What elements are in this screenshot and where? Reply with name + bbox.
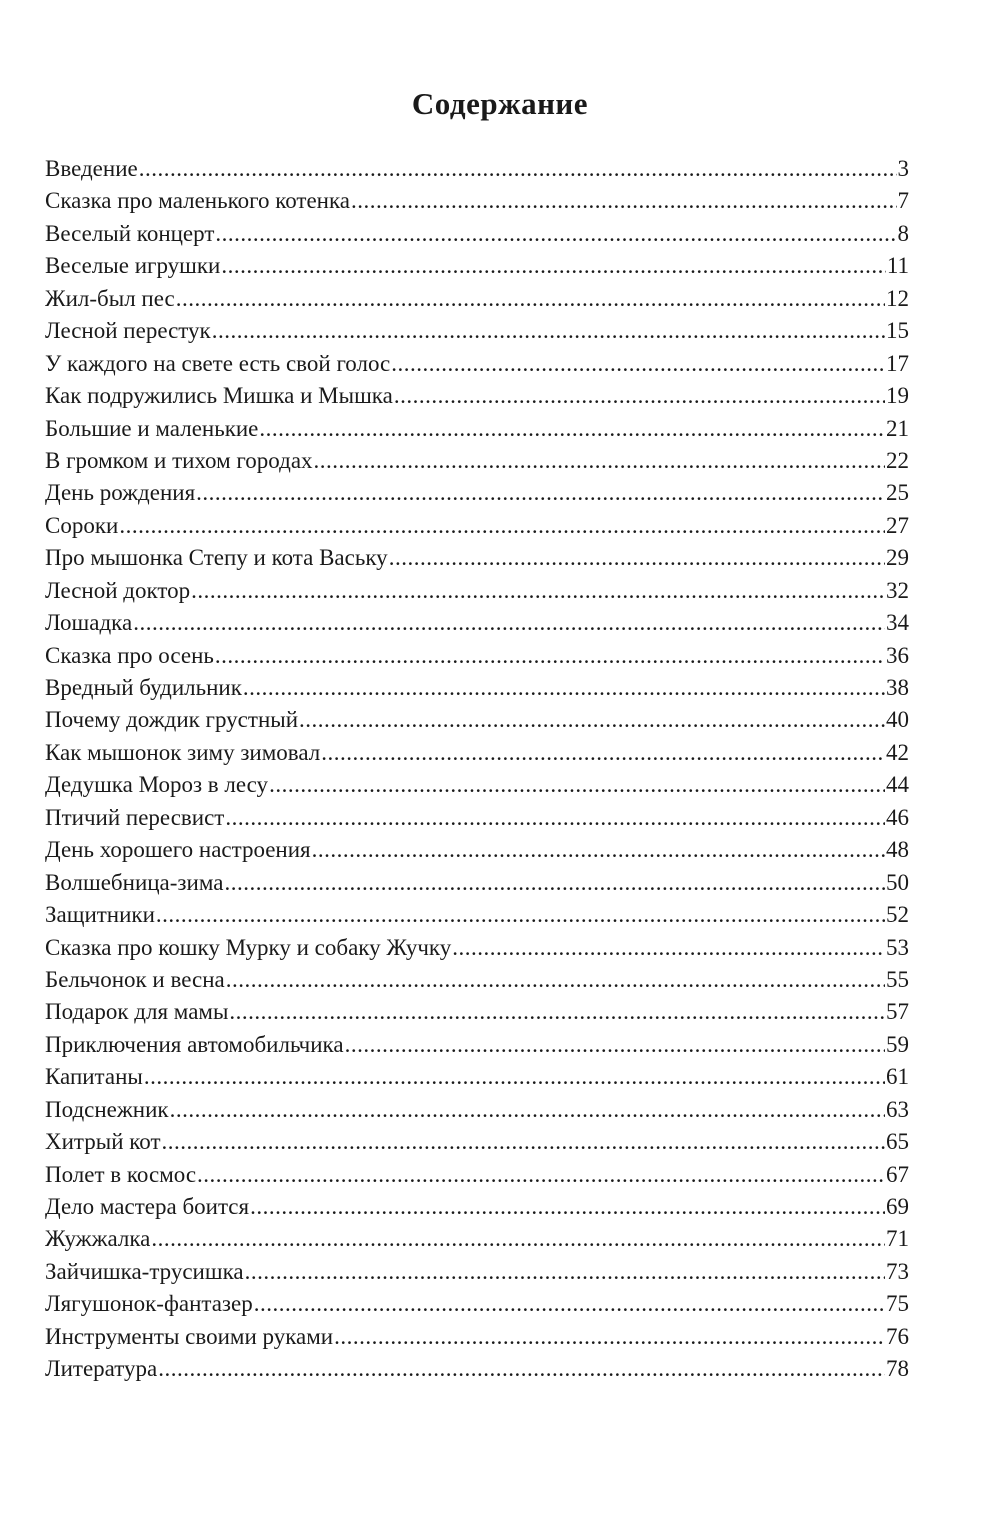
toc-entry-title: Сказка про кошку Мурку и собаку Жучку: [45, 934, 452, 960]
toc-entry: [45, 315, 909, 347]
toc-entry-title: Введение: [45, 156, 138, 181]
toc-entry-page-number: 55: [886, 966, 909, 992]
toc-entry-page-number: 67: [886, 1161, 909, 1187]
toc-entry-page-number: 21: [886, 415, 909, 441]
toc-entry: [45, 542, 909, 574]
toc-entry: [45, 250, 909, 282]
toc-entry-page-number: 63: [886, 1096, 909, 1122]
toc-leader-dots: [156, 899, 885, 931]
toc-leader-dots: [389, 542, 885, 574]
toc-entry-page-number: 50: [886, 869, 909, 895]
toc-entry: [45, 1223, 909, 1255]
toc-entry-title: Приключения автомобильчика: [45, 1031, 344, 1057]
toc-entry-title: Подарок для мамы: [45, 999, 229, 1025]
toc-entry-title: День хорошего настроения: [45, 837, 311, 863]
toc-entry: [45, 1288, 909, 1320]
toc-leader-dots: [321, 737, 885, 769]
toc-entry: [45, 769, 909, 801]
toc-leader-dots: [334, 1321, 885, 1353]
toc-entry-title: Зайчишка-трусишка: [45, 1258, 244, 1284]
toc-leader-dots: [176, 283, 885, 315]
toc-entry-page-number: 25: [886, 480, 909, 506]
toc-entry-title: Дедушка Мороз в лесу: [45, 772, 269, 798]
toc-entry-page-number: 36: [886, 642, 909, 668]
toc-entry: [45, 477, 909, 509]
toc-entry-page-number: 44: [886, 772, 909, 798]
toc-entry-title: Веселые игрушки: [45, 253, 221, 279]
toc-entry-page-number: 73: [886, 1258, 909, 1284]
toc-entry: [45, 1353, 909, 1385]
toc-leader-dots: [215, 218, 896, 250]
toc-entry-page-number: 71: [886, 1226, 909, 1252]
toc-leader-dots: [151, 1223, 885, 1255]
toc-entry-page-number: 15: [886, 318, 909, 344]
toc-entry-title: Хитрый кот: [45, 1129, 161, 1155]
toc-entry-page-number: 38: [886, 675, 909, 700]
toc-leader-dots: [215, 640, 885, 672]
toc-entry-title: Птичий пересвист: [45, 804, 225, 830]
toc-leader-dots: [452, 932, 885, 964]
toc-entry-page-number: 59: [886, 1031, 909, 1057]
toc-leader-dots: [299, 704, 885, 736]
toc-entry: [45, 1159, 909, 1191]
toc-entry: [45, 802, 909, 834]
toc-entry-page-number: 17: [886, 350, 909, 376]
toc-leader-dots: [144, 1061, 885, 1093]
toc-entry: [45, 218, 909, 250]
toc-entry: [45, 445, 909, 477]
toc-entry-page-number: 7: [897, 188, 909, 214]
toc-entry: [45, 413, 909, 445]
toc-entry-page-number: 32: [886, 577, 909, 603]
toc-entry-title: Сороки: [45, 512, 119, 538]
toc-entry-title: Жужжалка: [45, 1226, 151, 1252]
toc-entry-page-number: 42: [886, 739, 909, 765]
toc-entry: [45, 996, 909, 1028]
toc-entry-title: Про мышонка Степу и кота Ваську: [45, 545, 388, 571]
toc-leader-dots: [119, 510, 885, 542]
toc-leader-dots: [245, 1256, 885, 1288]
toc-entry-title: Как мышонок зиму зимовал: [45, 739, 321, 765]
toc-entry-title: Волшебница-зима: [45, 869, 224, 895]
toc-entry: [45, 899, 909, 931]
toc-entry-page-number: 22: [886, 447, 909, 473]
toc-entry-title: Капитаны: [45, 1064, 143, 1090]
page-title: Содержание: [411, 86, 589, 121]
toc-entry-title: Лесной перестук: [45, 318, 211, 344]
toc-leader-dots: [162, 1126, 885, 1158]
toc-entry: [45, 510, 909, 542]
toc-entry: [45, 1256, 909, 1288]
toc-entry: [45, 348, 909, 380]
toc-entry-page-number: 19: [886, 383, 909, 409]
toc-leader-dots: [225, 802, 885, 834]
toc-leader-dots: [212, 315, 885, 347]
toc-entry-title: Дело мастера боится: [45, 1194, 250, 1219]
toc-entry: [45, 575, 909, 607]
toc-entry-page-number: 75: [886, 1291, 909, 1317]
toc-entry: [45, 964, 909, 996]
toc-entry-page-number: 8: [897, 220, 909, 246]
toc-entry-title: Бельчонок и весна: [45, 966, 225, 992]
toc-entry-title: Полет в космос: [45, 1161, 197, 1187]
toc-entry: [45, 737, 909, 769]
toc-leader-dots: [158, 1353, 885, 1385]
toc-leader-dots: [250, 1191, 885, 1223]
toc-leader-dots: [312, 834, 885, 866]
toc-entry-page-number: 40: [886, 707, 909, 733]
toc-leader-dots: [226, 964, 885, 996]
toc-leader-dots: [197, 1159, 885, 1191]
toc-entry-page-number: 61: [886, 1064, 909, 1090]
toc-entry: [45, 153, 909, 185]
toc-leader-dots: [345, 1029, 885, 1061]
toc-entry: [45, 1191, 909, 1223]
toc-leader-dots: [170, 1094, 885, 1126]
toc-leader-dots: [221, 250, 886, 282]
toc-entry-page-number: 27: [886, 512, 909, 538]
toc-entry-page-number: 53: [886, 934, 909, 960]
toc-entry: [45, 704, 909, 736]
toc-leader-dots: [191, 575, 885, 607]
toc-entry-page-number: 3: [897, 156, 909, 181]
toc-leader-dots: [243, 672, 885, 704]
toc-entry: [45, 283, 909, 315]
toc-entry: [45, 380, 909, 412]
toc-entry-title: Защитники: [45, 902, 155, 928]
toc-leader-dots: [229, 996, 885, 1028]
toc-entry-page-number: 48: [886, 837, 909, 863]
toc-entry-page-number: 52: [886, 902, 909, 928]
toc-entry-page-number: 34: [886, 610, 909, 636]
toc-entry-page-number: 65: [886, 1129, 909, 1155]
toc-entry-title: Почему дождик грустный: [45, 707, 299, 733]
toc-entry-page-number: 46: [886, 804, 909, 830]
toc-leader-dots: [394, 380, 885, 412]
toc-entry-title: Лошадка: [45, 610, 133, 636]
toc-leader-dots: [196, 477, 885, 509]
toc-entry: [45, 867, 909, 899]
toc-entry-page-number: 11: [886, 253, 909, 279]
toc-entry-title: Инструменты своими руками: [45, 1323, 334, 1349]
toc-leader-dots: [391, 348, 885, 380]
toc-leader-dots: [314, 445, 885, 477]
toc-entry-title: Как подружились Мишка и Мышка: [45, 383, 393, 409]
toc-entry-title: Лесной доктор: [45, 577, 191, 603]
toc-entry-title: Литература: [45, 1356, 158, 1382]
toc-leader-dots: [259, 413, 885, 445]
toc-entry-page-number: 29: [886, 545, 909, 571]
toc-entry: [45, 640, 909, 672]
toc-entry-title: Подснежник: [45, 1096, 169, 1122]
toc-entry: [45, 834, 909, 866]
toc-entry: [45, 1029, 909, 1061]
toc-entry: [45, 185, 909, 217]
toc-entry: [45, 672, 909, 704]
toc-entry-title: Веселый концерт: [45, 220, 215, 246]
toc-entry-page-number: 78: [886, 1356, 909, 1382]
table-of-contents: [45, 153, 909, 1386]
toc-entry: [45, 607, 909, 639]
toc-leader-dots: [269, 769, 885, 801]
toc-entry-title: Вредный будильник: [45, 675, 242, 700]
toc-entry-title: Лягушонок-фантазер: [45, 1291, 253, 1317]
toc-entry-page-number: 76: [886, 1323, 909, 1349]
toc-entry: [45, 1126, 909, 1158]
toc-entry-title: День рождения: [45, 480, 196, 506]
toc-leader-dots: [139, 153, 897, 185]
toc-entry: [45, 932, 909, 964]
toc-entry-page-number: 57: [886, 999, 909, 1025]
toc-entry-page-number: 12: [886, 285, 909, 311]
toc-entry-title: Сказка про маленького котенка: [45, 188, 351, 214]
toc-entry: [45, 1061, 909, 1093]
toc-entry-title: Жил-был пес: [45, 285, 175, 311]
toc-leader-dots: [133, 607, 885, 639]
toc-leader-dots: [351, 185, 896, 217]
toc-entry-title: В громком и тихом городах: [45, 447, 313, 473]
toc-entry-title: У каждого на свете есть свой голос: [45, 350, 391, 376]
toc-entry-page-number: 69: [886, 1194, 909, 1219]
toc-entry-title: Сказка про осень: [45, 642, 214, 668]
toc-leader-dots: [224, 867, 885, 899]
toc-leader-dots: [254, 1288, 885, 1320]
toc-entry: [45, 1094, 909, 1126]
toc-entry: [45, 1321, 909, 1353]
toc-entry-title: Большие и маленькие: [45, 415, 259, 441]
